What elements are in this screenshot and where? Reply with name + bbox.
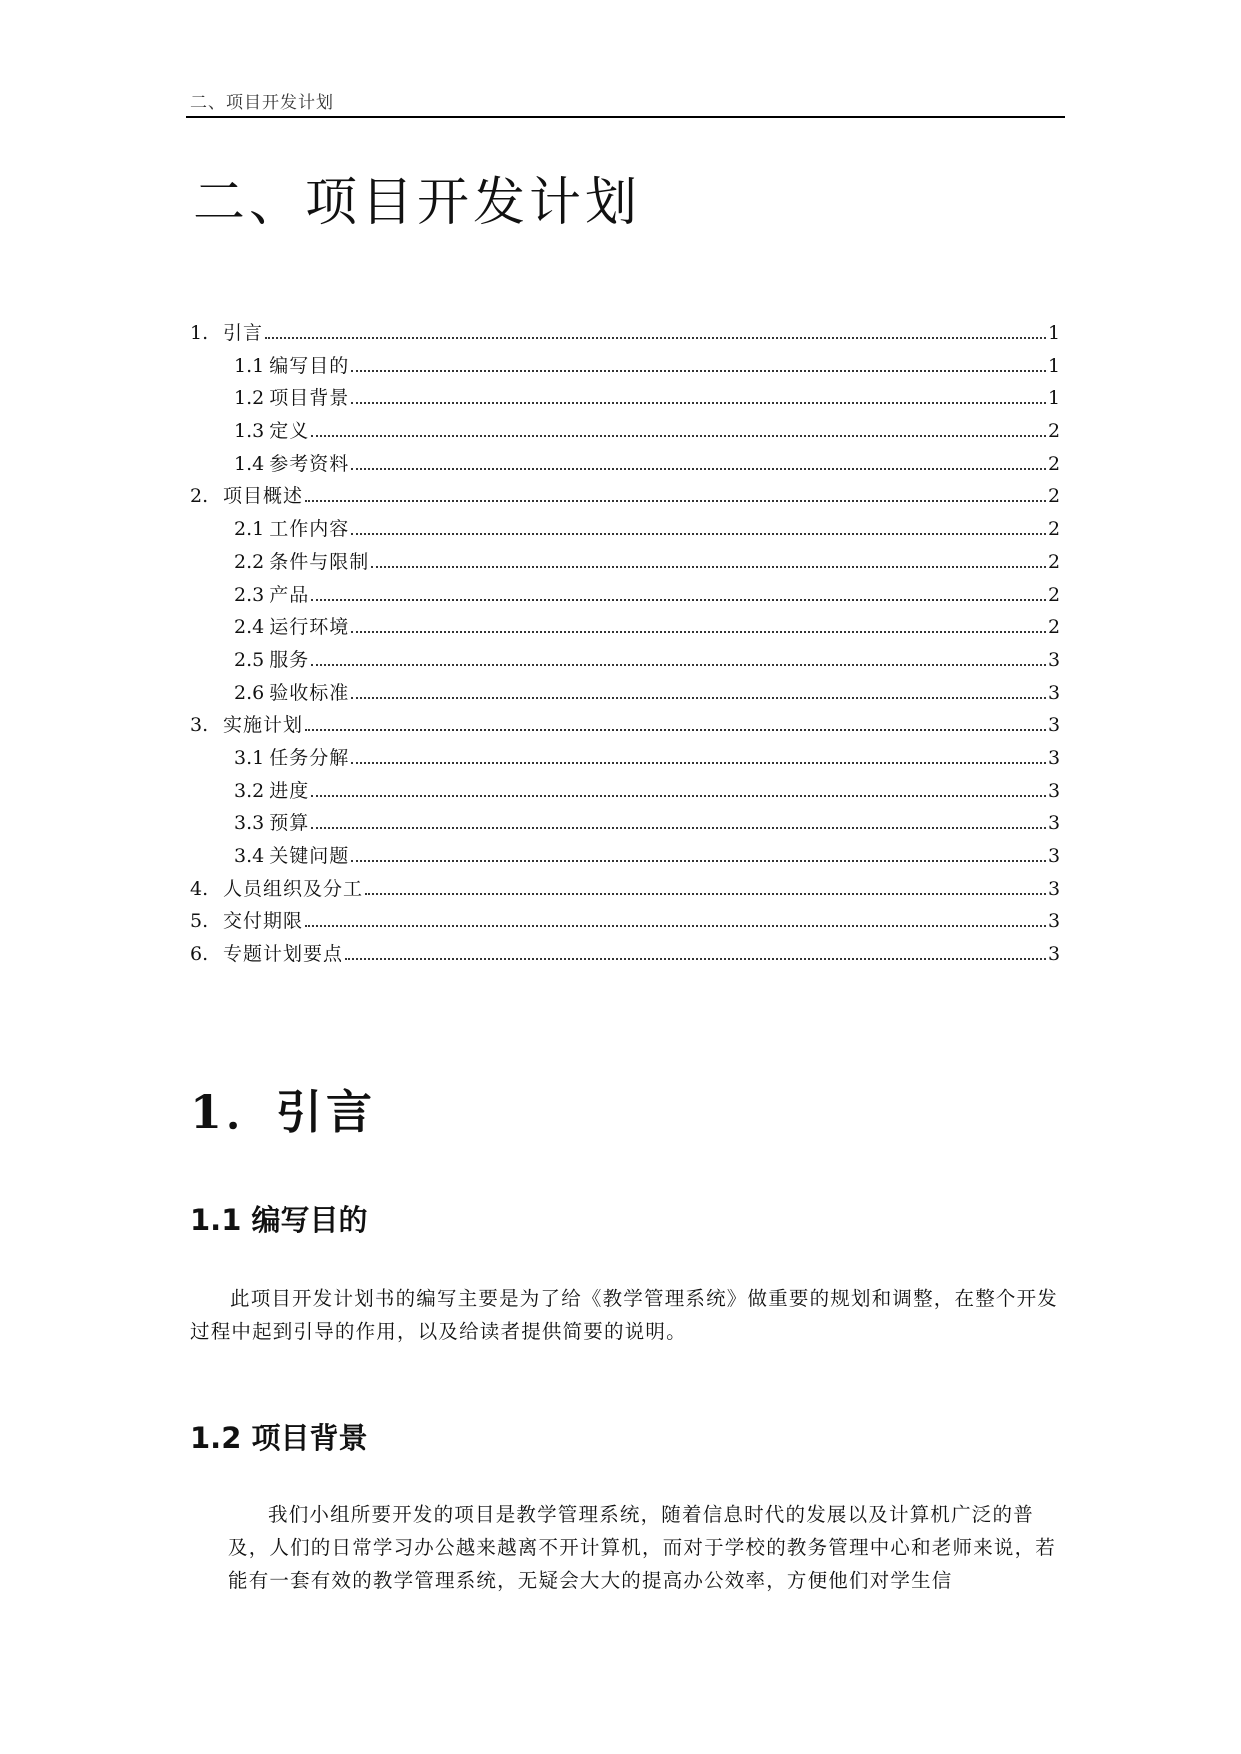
toc-entry-number: 6. bbox=[190, 943, 209, 966]
toc-entry-page: 2 bbox=[1048, 518, 1061, 541]
toc-entry-page: 2 bbox=[1048, 583, 1061, 606]
running-header bbox=[186, 88, 1065, 118]
toc-dot-leader bbox=[311, 663, 1046, 666]
toc-entry-page: 3 bbox=[1048, 779, 1061, 802]
subsection-heading-background: 1.2 项目背景 bbox=[190, 1421, 368, 1455]
toc-entry-page: 2 bbox=[1048, 485, 1061, 508]
toc-dot-leader bbox=[265, 336, 1046, 339]
toc-entry[interactable] bbox=[190, 807, 1060, 840]
paragraph-purpose: 此项目开发计划书的编写主要是为了给《教学管理系统》做重要的规划和调整，在整个开发过程中起到引导的作用，以及给读者提供简要的说明。 bbox=[190, 1287, 1059, 1343]
toc-entry-label: 工作内容 bbox=[269, 518, 350, 541]
toc-entry-label: 参考资料 bbox=[269, 452, 350, 475]
toc-dot-leader bbox=[311, 794, 1046, 797]
toc-entry-page: 2 bbox=[1048, 550, 1061, 573]
toc-entry[interactable] bbox=[190, 905, 1060, 938]
toc-entry[interactable] bbox=[190, 840, 1060, 873]
table-of-contents bbox=[190, 317, 1060, 971]
toc-entry-label: 产品 bbox=[269, 583, 310, 606]
toc-entry-label: 验收标准 bbox=[269, 681, 350, 704]
toc-dot-leader bbox=[351, 630, 1046, 633]
toc-entry-number: 3.4 bbox=[234, 845, 265, 867]
toc-entry-number: 3.2 bbox=[234, 779, 265, 802]
toc-entry[interactable] bbox=[190, 873, 1060, 906]
toc-entry-page: 3 bbox=[1048, 714, 1061, 737]
toc-entry-number: 3.1 bbox=[234, 746, 265, 769]
toc-entry-page: 2 bbox=[1048, 420, 1061, 443]
toc-entry-label: 定义 bbox=[269, 420, 310, 443]
toc-dot-leader bbox=[351, 696, 1046, 699]
toc-entry-page: 3 bbox=[1048, 746, 1061, 769]
toc-entry-page: 1 bbox=[1048, 322, 1061, 344]
toc-entry-page: 3 bbox=[1048, 812, 1061, 835]
toc-entry[interactable] bbox=[190, 350, 1060, 383]
toc-entry-number: 1.4 bbox=[234, 452, 265, 475]
toc-entry-label: 专题计划要点 bbox=[223, 943, 344, 966]
toc-entry-page: 2 bbox=[1048, 616, 1061, 639]
toc-entry-page: 1 bbox=[1048, 387, 1061, 410]
toc-entry[interactable] bbox=[190, 709, 1060, 742]
toc-entry-label: 人员组织及分工 bbox=[223, 877, 364, 900]
toc-entry-number: 1.1 bbox=[234, 354, 265, 377]
toc-entry-page: 3 bbox=[1048, 910, 1061, 933]
toc-entry[interactable] bbox=[190, 317, 1060, 350]
toc-entry-label: 预算 bbox=[269, 812, 310, 835]
toc-dot-leader bbox=[371, 565, 1046, 568]
toc-entry-label: 实施计划 bbox=[223, 714, 304, 737]
toc-entry-label: 交付期限 bbox=[223, 910, 304, 933]
toc-dot-leader bbox=[305, 499, 1046, 502]
toc-entry-label: 任务分解 bbox=[269, 746, 350, 769]
toc-dot-leader bbox=[351, 859, 1046, 862]
toc-dot-leader bbox=[351, 369, 1046, 372]
subsection-heading-purpose: 1.1 编写目的 bbox=[190, 1203, 368, 1237]
paragraph-background: 我们小组所要开发的项目是教学管理系统，随着信息时代的发展以及计算机广泛的普及，人们的日常学习办公越来越离不开计算机，而对于学校的教务管理中心和老师来说，若能有一套有效的教学管理系统，无疑会大大的提高办公效率，方便他们对学生信 bbox=[228, 1503, 1057, 1592]
toc-dot-leader bbox=[365, 892, 1046, 895]
toc-dot-leader bbox=[351, 401, 1046, 404]
toc-entry[interactable] bbox=[190, 775, 1060, 808]
toc-entry-label: 项目背景 bbox=[269, 387, 350, 410]
toc-entry-label: 进度 bbox=[269, 779, 310, 802]
toc-entry-label: 项目概述 bbox=[223, 485, 304, 508]
page-title: 二、项目开发计划 bbox=[193, 173, 642, 233]
toc-entry-label: 关键问题 bbox=[269, 845, 350, 867]
toc-entry-label: 引言 bbox=[223, 322, 264, 344]
toc-entry[interactable] bbox=[190, 579, 1060, 612]
toc-entry-page: 3 bbox=[1048, 845, 1061, 867]
toc-entry-label: 运行环境 bbox=[269, 616, 350, 639]
toc-dot-leader bbox=[305, 924, 1046, 927]
toc-entry-number: 2. bbox=[190, 485, 209, 508]
toc-dot-leader bbox=[351, 761, 1046, 764]
toc-entry-number: 1.3 bbox=[234, 420, 265, 443]
toc-entry-number: 2.1 bbox=[234, 518, 265, 541]
toc-entry-number: 2.4 bbox=[234, 616, 265, 639]
toc-entry-number: 2.2 bbox=[234, 550, 265, 573]
toc-entry[interactable] bbox=[190, 448, 1060, 481]
toc-entry-page: 2 bbox=[1048, 452, 1061, 475]
toc-entry-number: 4. bbox=[190, 877, 209, 900]
toc-entry-label: 条件与限制 bbox=[269, 550, 370, 573]
toc-entry-page: 3 bbox=[1048, 943, 1061, 966]
toc-dot-leader bbox=[351, 532, 1046, 535]
toc-entry[interactable] bbox=[190, 546, 1060, 579]
toc-entry[interactable] bbox=[190, 382, 1060, 415]
toc-dot-leader bbox=[345, 957, 1046, 960]
toc-entry[interactable] bbox=[190, 938, 1060, 971]
toc-dot-leader bbox=[351, 467, 1046, 470]
toc-entry-page: 3 bbox=[1048, 648, 1061, 671]
toc-entry[interactable] bbox=[190, 611, 1060, 644]
toc-entry-number: 1.2 bbox=[234, 387, 265, 410]
toc-entry-page: 3 bbox=[1048, 681, 1061, 704]
running-header-title: 二、项目开发计划 bbox=[190, 93, 334, 113]
toc-entry[interactable] bbox=[190, 480, 1060, 513]
toc-entry-number: 2.6 bbox=[234, 681, 265, 704]
toc-entry[interactable] bbox=[190, 513, 1060, 546]
toc-entry-label: 编写目的 bbox=[269, 354, 350, 377]
toc-entry-number: 3.3 bbox=[234, 812, 265, 835]
toc-entry[interactable] bbox=[190, 742, 1060, 775]
toc-dot-leader bbox=[311, 598, 1046, 601]
toc-dot-leader bbox=[311, 826, 1046, 829]
toc-entry-page: 1 bbox=[1048, 354, 1061, 377]
toc-entry-label: 服务 bbox=[269, 648, 310, 671]
toc-entry[interactable] bbox=[190, 415, 1060, 448]
toc-entry-number: 3. bbox=[190, 714, 209, 737]
section-heading-intro: 1．引言 bbox=[190, 1085, 377, 1139]
toc-dot-leader bbox=[311, 434, 1046, 437]
toc-entry-number: 2.3 bbox=[234, 583, 265, 606]
toc-entry-number: 1. bbox=[190, 322, 209, 344]
toc-entry-page: 3 bbox=[1048, 877, 1061, 900]
toc-entry-number: 2.5 bbox=[234, 648, 265, 671]
toc-entry[interactable] bbox=[190, 644, 1060, 677]
toc-entry[interactable] bbox=[190, 677, 1060, 710]
toc-dot-leader bbox=[305, 728, 1046, 731]
toc-entry-number: 5. bbox=[190, 910, 209, 933]
